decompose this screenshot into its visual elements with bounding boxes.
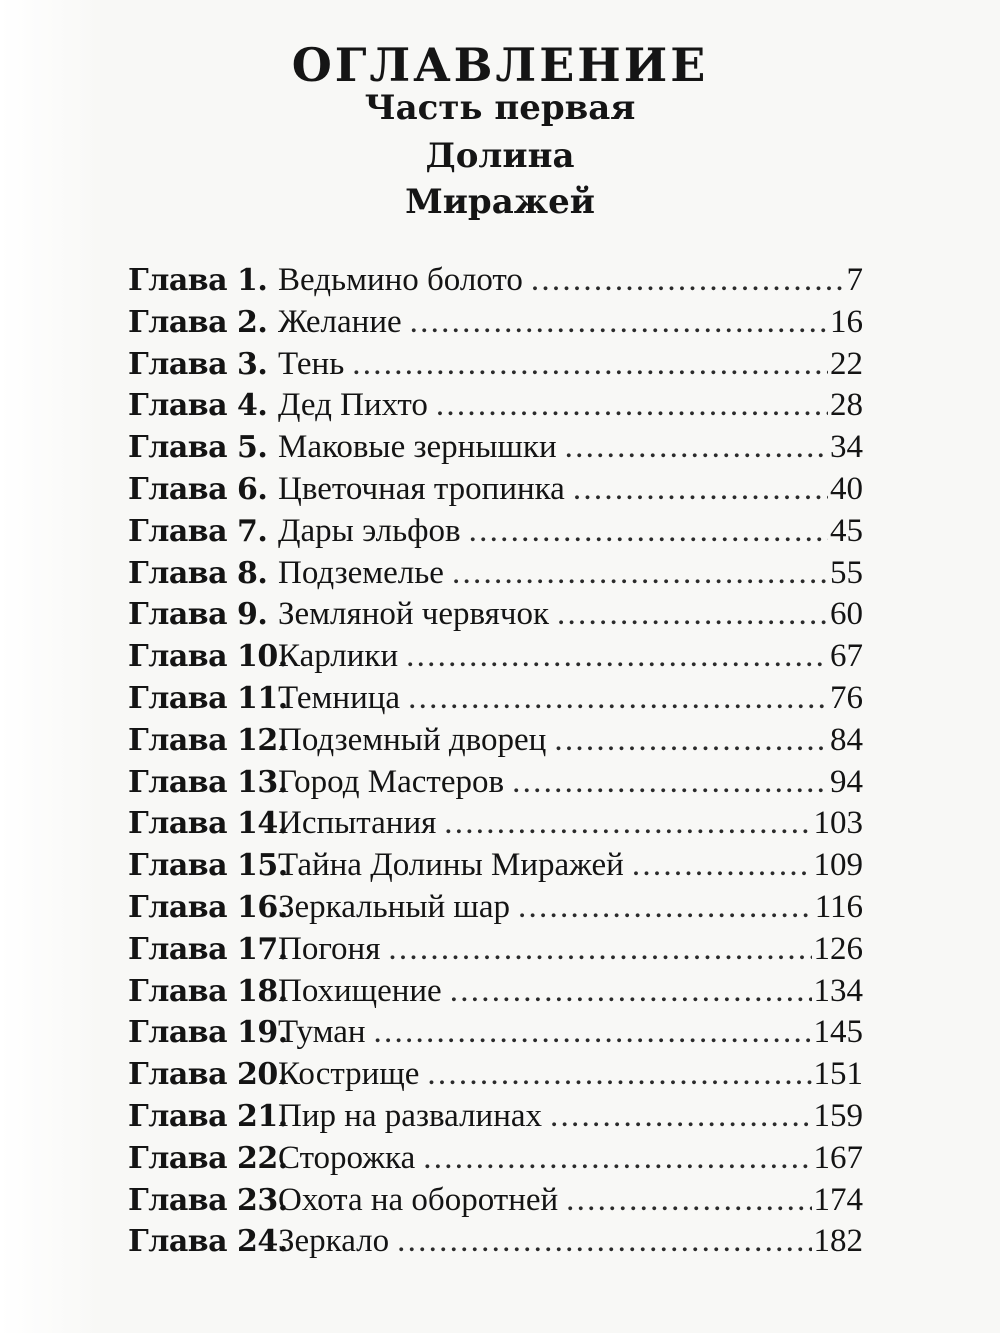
- chapter-number: Глава 22.: [128, 1140, 288, 1176]
- chapter-number: Глава 10.: [128, 639, 288, 675]
- dot-leader: [573, 471, 828, 508]
- chapter-number: Глава 11.: [128, 680, 288, 716]
- chapter-number: Глава 18.: [128, 973, 288, 1009]
- toc-entry: [128, 764, 863, 806]
- chapter-title: Тень: [278, 345, 345, 382]
- chapter-number: Глава 9.: [128, 597, 268, 633]
- page-number: 145: [813, 1014, 863, 1051]
- page-number: 60: [830, 596, 863, 633]
- chapter-title: Дары эльфов: [278, 512, 461, 549]
- chapter-number: Глава 20.: [128, 1057, 288, 1093]
- chapter-number: Глава 16.: [128, 889, 288, 925]
- chapter-title: Испытания: [278, 805, 437, 842]
- page-number: 174: [813, 1181, 863, 1218]
- toc-entry: [128, 1223, 863, 1265]
- page-number: 159: [813, 1097, 863, 1134]
- page-number: 16: [830, 303, 863, 340]
- toc-entry: [128, 387, 863, 429]
- dot-leader: [408, 680, 828, 717]
- toc-entry: [128, 1140, 863, 1182]
- page-number: 103: [813, 805, 863, 842]
- chapter-title: Желание: [278, 303, 402, 340]
- page-number: 45: [830, 512, 863, 549]
- chapter-title: Земляной червячок: [278, 596, 549, 633]
- dot-leader: [550, 1098, 812, 1135]
- page-number: 76: [830, 679, 863, 716]
- dot-leader: [427, 1056, 811, 1093]
- chapter-title: Маковые зернышки: [278, 429, 557, 466]
- chapter-title: Цветочная тропинка: [278, 470, 565, 507]
- chapter-title: Охота на оборотней: [278, 1181, 559, 1218]
- chapter-number: Глава 23.: [128, 1182, 288, 1218]
- chapter-title: Похищение: [278, 972, 442, 1009]
- chapter-title: Туман: [278, 1014, 366, 1051]
- toc-entry: [128, 1056, 863, 1098]
- chapter-number: Глава 19.: [128, 1015, 288, 1051]
- chapter-title: Подземелье: [278, 554, 444, 591]
- page-title: ОГЛАВЛЕНИЕ: [291, 38, 709, 92]
- chapter-title: Ведьмино болото: [278, 262, 523, 298]
- page-number: 151: [813, 1056, 863, 1093]
- chapter-number: Глава 13.: [128, 764, 288, 800]
- toc-entry: [128, 1182, 863, 1224]
- chapter-title: Зеркальный шар: [278, 888, 510, 925]
- toc-entry: [128, 805, 863, 847]
- toc-entry: [128, 513, 863, 555]
- toc-entry: [128, 931, 863, 973]
- dot-leader: [565, 429, 828, 466]
- dot-leader: [444, 805, 811, 842]
- page-number: 55: [830, 554, 863, 591]
- dot-leader: [406, 638, 828, 675]
- page-number: 28: [830, 387, 863, 424]
- page-number: 7: [846, 262, 863, 298]
- dot-leader: [531, 262, 845, 299]
- chapter-number: Глава 21.: [128, 1098, 288, 1134]
- chapter-number: Глава 6.: [128, 471, 268, 507]
- toc-entry: [128, 680, 863, 722]
- toc-entry: [128, 262, 863, 304]
- chapter-number: Глава 5.: [128, 430, 268, 466]
- chapter-number: Глава 1.: [128, 263, 268, 298]
- chapter-title: Пир на развалинах: [278, 1097, 542, 1134]
- page-number: 84: [830, 721, 863, 758]
- page-number: 94: [830, 763, 863, 800]
- dot-leader: [554, 722, 828, 759]
- dot-leader: [388, 931, 811, 968]
- chapter-title: Город Мастеров: [278, 763, 505, 800]
- dot-leader: [436, 387, 828, 424]
- chapter-number: Глава 7.: [128, 513, 268, 549]
- page-number: 182: [813, 1223, 863, 1260]
- chapter-title: Карлики: [278, 638, 399, 675]
- dot-leader: [397, 1223, 811, 1260]
- dot-leader: [452, 555, 828, 592]
- chapter-number: Глава 24.: [128, 1224, 288, 1260]
- chapter-title: Тайна Долины Миражей: [278, 847, 624, 884]
- page-number: 167: [813, 1139, 863, 1176]
- chapter-number: Глава 8.: [128, 555, 268, 591]
- chapter-title: Погоня: [278, 930, 381, 967]
- dot-leader: [632, 847, 812, 884]
- dot-leader: [352, 346, 828, 383]
- toc-entry: [128, 847, 863, 889]
- page-number: 34: [830, 429, 863, 466]
- chapter-title: Зеркало: [278, 1223, 390, 1260]
- chapter-number: Глава 3.: [128, 346, 268, 382]
- page-number: 67: [830, 638, 863, 675]
- toc-entry: [128, 471, 863, 513]
- chapter-title: Темница: [278, 679, 401, 716]
- dot-leader: [374, 1014, 812, 1051]
- chapter-title: Сторожка: [278, 1139, 416, 1176]
- chapter-number: Глава 15.: [128, 848, 288, 884]
- page-number: 40: [830, 470, 863, 507]
- dot-leader: [450, 973, 812, 1010]
- dot-leader: [518, 889, 813, 926]
- chapter-number: Глава 4.: [128, 388, 268, 424]
- toc-entry: [128, 889, 863, 931]
- part-heading: Часть первая: [364, 88, 636, 128]
- toc-entry: [128, 1098, 863, 1140]
- chapter-number: Глава 12.: [128, 722, 288, 758]
- toc-entry: [128, 722, 863, 764]
- dot-leader: [469, 513, 828, 550]
- chapter-title: Кострище: [278, 1056, 420, 1093]
- toc-entry: [128, 555, 863, 597]
- page-number: 134: [813, 972, 863, 1009]
- dot-leader: [566, 1182, 811, 1219]
- table-of-contents: [128, 262, 863, 1265]
- toc-entry: [128, 346, 863, 388]
- chapter-number: Глава 14.: [128, 806, 288, 842]
- page-number: 116: [814, 888, 863, 925]
- page-number: 22: [830, 345, 863, 382]
- toc-entry: [128, 1014, 863, 1056]
- page-number: 109: [813, 847, 863, 884]
- chapter-number: Глава 17.: [128, 931, 288, 967]
- toc-entry: [128, 304, 863, 346]
- dot-leader: [410, 304, 828, 341]
- part-title-line-2: Миражей: [405, 182, 595, 222]
- chapter-number: Глава 2.: [128, 304, 268, 340]
- dot-leader: [512, 764, 828, 801]
- page-number: 126: [813, 930, 863, 967]
- dot-leader: [557, 596, 828, 633]
- chapter-title: Подземный дворец: [278, 721, 547, 758]
- toc-entry: [128, 973, 863, 1015]
- dot-leader: [423, 1140, 811, 1177]
- toc-entry: [128, 429, 863, 471]
- part-title-line-1: Долина: [425, 136, 575, 176]
- toc-entry: [128, 638, 863, 680]
- chapter-title: Дед Пихто: [278, 387, 428, 424]
- toc-entry: [128, 596, 863, 638]
